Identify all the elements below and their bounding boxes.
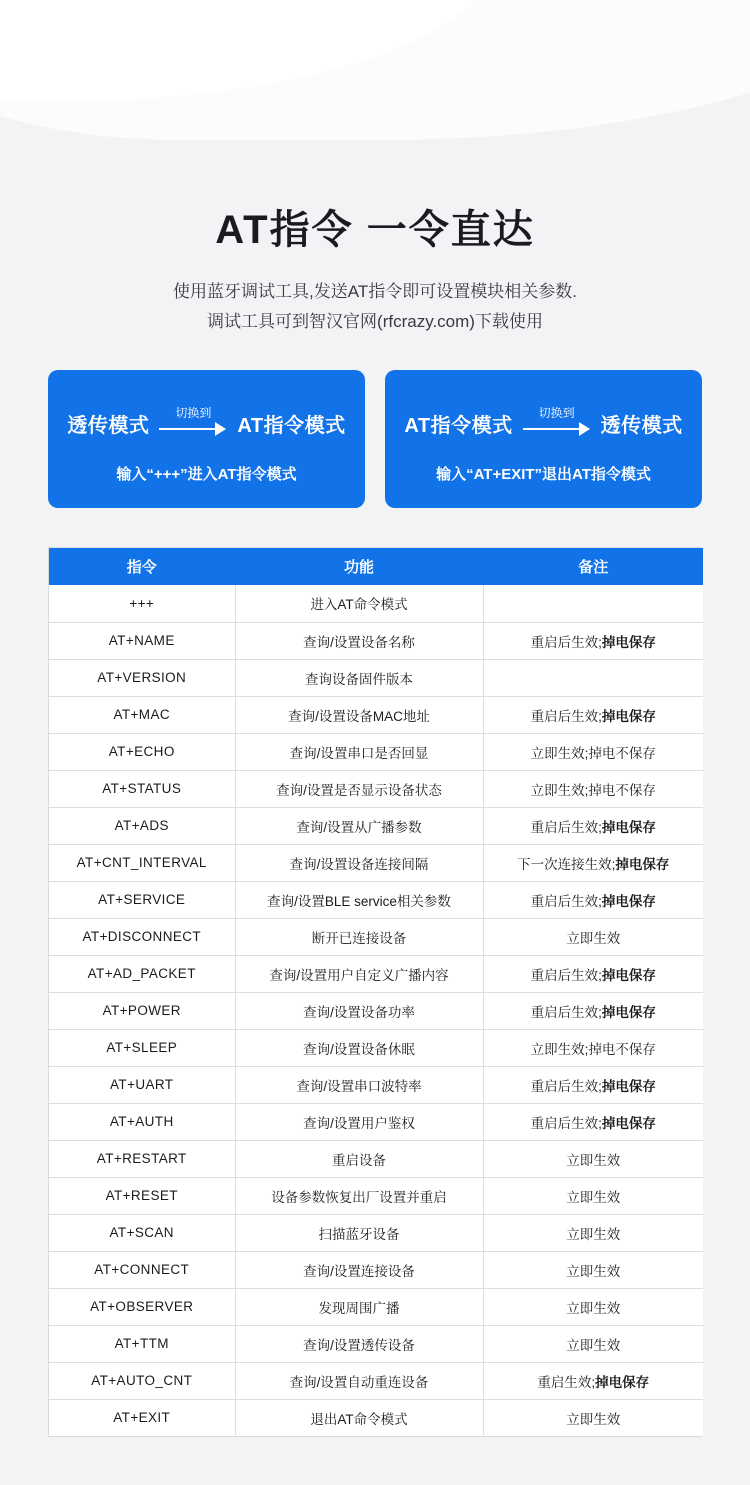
note-plain-text: 立即生效;掉电不保存: [530, 745, 656, 761]
cell-note: [483, 1214, 703, 1251]
cell-function: 查询/设置设备休眠: [235, 1029, 483, 1066]
note-plain-text: 立即生效: [566, 1411, 621, 1427]
table-row: [49, 1177, 703, 1214]
note-bold-text: 掉电保存: [601, 708, 656, 724]
card-at-to-transparent: [385, 370, 702, 508]
cell-command: AT+UART: [49, 1066, 235, 1103]
table-row: [49, 1251, 703, 1288]
command-table: [49, 548, 703, 1436]
note-bold-text: 掉电保存: [615, 856, 670, 872]
cell-command: AT+EXIT: [49, 1399, 235, 1436]
table-row: [49, 955, 703, 992]
cell-note: [483, 1325, 703, 1362]
note-plain-text: 立即生效: [566, 1337, 621, 1353]
column-header-command: 指令: [49, 548, 235, 585]
note-plain-text: 立即生效: [566, 1300, 621, 1316]
arrow-head: [215, 422, 226, 436]
cell-note: [483, 1029, 703, 1066]
cell-function: 退出AT命令模式: [235, 1399, 483, 1436]
note-plain-text: 重启生效;: [537, 1374, 596, 1390]
table-row: [49, 1214, 703, 1251]
note-bold-text: 掉电保存: [601, 1115, 656, 1131]
cell-note: [483, 955, 703, 992]
cell-note: [483, 918, 703, 955]
cell-note: [483, 1399, 703, 1436]
note-bold-text: 掉电保存: [601, 819, 656, 835]
card-1-hint: 输入“+++”进入AT指令模式: [116, 466, 297, 483]
note-plain-text: 立即生效: [566, 930, 621, 946]
card-1-from-mode: 透传模式: [67, 414, 150, 437]
cell-command: AT+ADS: [49, 807, 235, 844]
cell-note: [483, 1103, 703, 1140]
cell-function: 查询/设置自动重连设备: [235, 1362, 483, 1399]
cell-function: 查询/设置连接设备: [235, 1251, 483, 1288]
cell-function: 重启设备: [235, 1140, 483, 1177]
note-bold-text: 掉电保存: [595, 1374, 650, 1390]
cell-command: AT+SLEEP: [49, 1029, 235, 1066]
table-header-row: [49, 548, 703, 585]
arrow-line: [523, 428, 581, 430]
cell-function: 查询/设置设备MAC地址: [235, 696, 483, 733]
arrow-line: [159, 428, 217, 430]
cell-function: 查询设备固件版本: [235, 659, 483, 696]
note-bold-text: 掉电保存: [601, 1078, 656, 1094]
cell-note: [483, 1362, 703, 1399]
cell-function: 查询/设置用户鉴权: [235, 1103, 483, 1140]
cell-command: AT+OBSERVER: [49, 1288, 235, 1325]
note-bold-text: 掉电保存: [601, 1004, 656, 1020]
note-plain-text: 立即生效;掉电不保存: [530, 782, 656, 798]
table-row: [49, 622, 703, 659]
note-plain-text: 重启后生效;: [530, 1115, 602, 1131]
mode-switch-cards: [48, 370, 702, 508]
note-plain-text: 立即生效: [566, 1226, 621, 1242]
cell-command: AT+RESET: [49, 1177, 235, 1214]
cell-command: AT+RESTART: [49, 1140, 235, 1177]
page-title: AT指令 一令直达: [215, 208, 535, 252]
note-plain-text: 下一次连接生效;: [517, 856, 616, 872]
arrow-head: [579, 422, 590, 436]
table-row: [49, 844, 703, 881]
cell-function: 发现周围广播: [235, 1288, 483, 1325]
cell-note: [483, 585, 703, 622]
card-1-flow: [48, 406, 365, 440]
cell-note: [483, 696, 703, 733]
cell-function: 设备参数恢复出厂设置并重启: [235, 1177, 483, 1214]
note-bold-text: 掉电保存: [601, 634, 656, 650]
cell-command: AT+AUTO_CNT: [49, 1362, 235, 1399]
cell-command: +++: [49, 585, 235, 622]
cell-command: AT+AUTH: [49, 1103, 235, 1140]
card-1-arrow-label: 切换到: [175, 406, 212, 420]
cell-function: 断开已连接设备: [235, 918, 483, 955]
cell-note: [483, 1066, 703, 1103]
page-subtitle: [0, 277, 750, 337]
card-2-flow: [385, 406, 702, 440]
cell-note: [483, 622, 703, 659]
note-plain-text: 重启后生效;: [530, 1004, 602, 1020]
table-row: [49, 1288, 703, 1325]
subtitle-line-2: 调试工具可到智汉官网(rfcrazy.com)下载使用: [207, 312, 543, 331]
note-plain-text: 重启后生效;: [530, 708, 602, 724]
table-row: [49, 659, 703, 696]
cell-note: [483, 770, 703, 807]
table-row: [49, 992, 703, 1029]
cell-command: AT+DISCONNECT: [49, 918, 235, 955]
table-row: [49, 807, 703, 844]
cell-function: 查询/设置设备功率: [235, 992, 483, 1029]
table-row: [49, 1029, 703, 1066]
cell-note: [483, 1288, 703, 1325]
table-row: [49, 1325, 703, 1362]
table-row: [49, 1066, 703, 1103]
cell-note: [483, 733, 703, 770]
note-plain-text: 立即生效: [566, 1189, 621, 1205]
note-plain-text: 重启后生效;: [530, 1078, 602, 1094]
cell-function: 查询/设置从广播参数: [235, 807, 483, 844]
cell-command: AT+STATUS: [49, 770, 235, 807]
arrow-right-icon: [155, 406, 231, 440]
cell-command: AT+ECHO: [49, 733, 235, 770]
table-row: [49, 696, 703, 733]
cell-command: AT+NAME: [49, 622, 235, 659]
arrow-right-icon: [519, 406, 595, 440]
cell-command: AT+AD_PACKET: [49, 955, 235, 992]
cell-function: 查询/设置设备名称: [235, 622, 483, 659]
column-header-function: 功能: [235, 548, 483, 585]
note-plain-text: 重启后生效;: [530, 634, 602, 650]
cell-function: 查询/设置透传设备: [235, 1325, 483, 1362]
cell-function: 查询/设置串口波特率: [235, 1066, 483, 1103]
cell-command: AT+CNT_INTERVAL: [49, 844, 235, 881]
note-bold-text: 掉电保存: [601, 893, 656, 909]
cell-command: AT+SCAN: [49, 1214, 235, 1251]
cell-note: [483, 881, 703, 918]
card-2-arrow-label: 切换到: [538, 406, 575, 420]
note-plain-text: 重启后生效;: [530, 893, 602, 909]
card-2-to-mode: 透传模式: [600, 414, 683, 437]
card-2-hint: 输入“AT+EXIT”退出AT指令模式: [436, 466, 651, 483]
cell-note: [483, 659, 703, 696]
column-header-note: 备注: [483, 548, 703, 585]
cell-note: [483, 1251, 703, 1288]
card-transparent-to-at: [48, 370, 365, 508]
table-row: [49, 733, 703, 770]
table-row: [49, 1399, 703, 1436]
note-plain-text: 重启后生效;: [530, 819, 602, 835]
table-row: [49, 1103, 703, 1140]
cell-function: 进入AT命令模式: [235, 585, 483, 622]
cell-command: AT+MAC: [49, 696, 235, 733]
table-header: [49, 548, 703, 585]
cell-note: [483, 1177, 703, 1214]
cell-function: 查询/设置是否显示设备状态: [235, 770, 483, 807]
table-row: [49, 770, 703, 807]
table-row: [49, 1362, 703, 1399]
cell-command: AT+VERSION: [49, 659, 235, 696]
at-command-table: [48, 547, 702, 1437]
card-2-from-mode: AT指令模式: [404, 414, 513, 437]
cell-command: AT+TTM: [49, 1325, 235, 1362]
cell-function: 查询/设置BLE service相关参数: [235, 881, 483, 918]
cell-function: 查询/设置串口是否回显: [235, 733, 483, 770]
cell-function: 查询/设置设备连接间隔: [235, 844, 483, 881]
card-1-to-mode: AT指令模式: [237, 414, 346, 437]
cell-command: AT+SERVICE: [49, 881, 235, 918]
table-body: [49, 585, 703, 1436]
subtitle-line-1: 使用蓝牙调试工具,发送AT指令即可设置模块相关参数.: [173, 282, 577, 301]
cell-note: [483, 992, 703, 1029]
note-bold-text: 掉电保存: [601, 967, 656, 983]
cell-note: [483, 844, 703, 881]
cell-note: [483, 1140, 703, 1177]
note-plain-text: 重启后生效;: [530, 967, 602, 983]
note-plain-text: 立即生效;掉电不保存: [530, 1041, 656, 1057]
cell-function: 扫描蓝牙设备: [235, 1214, 483, 1251]
table-row: [49, 585, 703, 622]
cell-function: 查询/设置用户自定义广播内容: [235, 955, 483, 992]
cell-command: AT+CONNECT: [49, 1251, 235, 1288]
cell-command: AT+POWER: [49, 992, 235, 1029]
table-row: [49, 918, 703, 955]
cell-note: [483, 807, 703, 844]
table-row: [49, 881, 703, 918]
note-plain-text: 立即生效: [566, 1152, 621, 1168]
table-row: [49, 1140, 703, 1177]
note-plain-text: 立即生效: [566, 1263, 621, 1279]
